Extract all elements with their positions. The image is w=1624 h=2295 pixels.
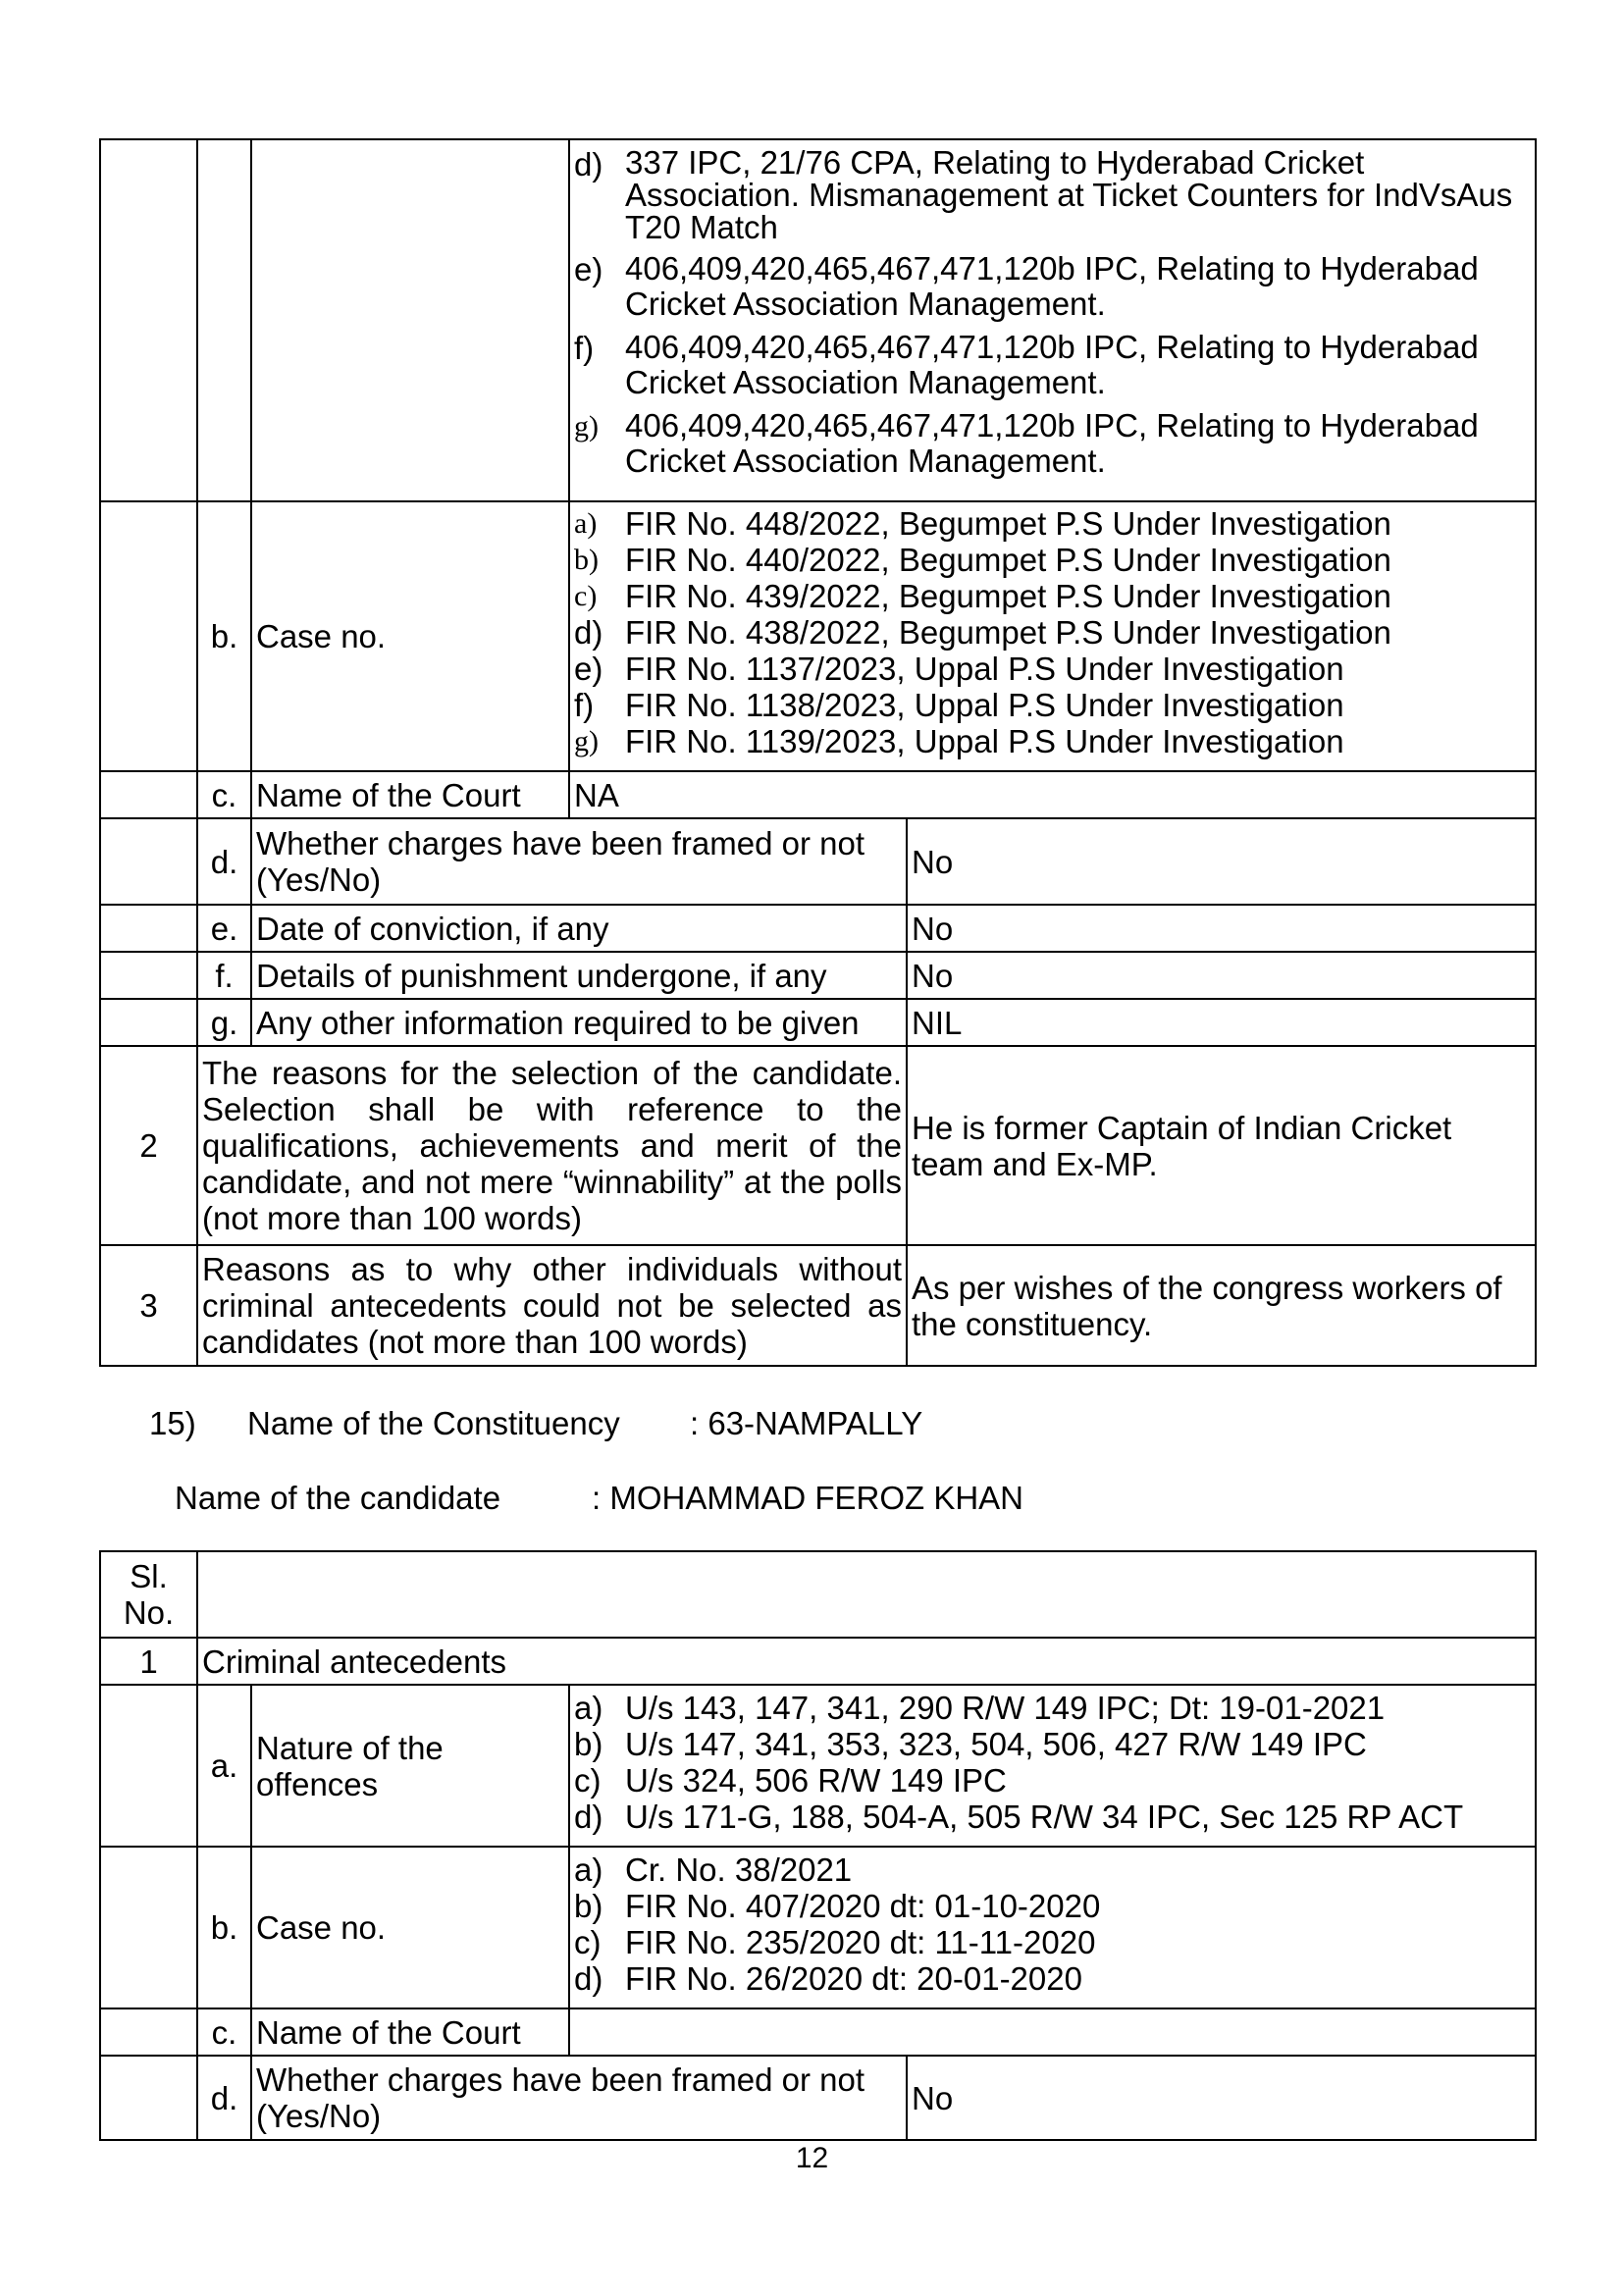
- item-marker: e): [574, 651, 603, 687]
- row-value: No: [907, 905, 1536, 952]
- row-label: Date of conviction, if any: [251, 905, 907, 952]
- case-no-row: [100, 1847, 1536, 2008]
- item-marker: d): [574, 1799, 603, 1835]
- list-item: [574, 687, 1531, 723]
- case-list: [574, 1852, 1531, 1997]
- item-text: 406,409,420,465,467,471,120b IPC, Relating to Hyderabad Cricket Association Management.: [625, 407, 1479, 479]
- section-number: 15): [149, 1405, 196, 1441]
- list-item: [574, 251, 1531, 322]
- nature-row: [100, 1685, 1536, 1847]
- item-text: U/s 147, 341, 353, 323, 504, 506, 427 R/W 149 IPC: [625, 1726, 1367, 1762]
- item-text: 406,409,420,465,467,471,120b IPC, Relating to Hyderabad Cricket Association Management.: [625, 250, 1479, 322]
- header-title: [197, 1551, 1536, 1638]
- row-letter: b.: [197, 501, 251, 771]
- list-item: [574, 1762, 1531, 1799]
- item-text: FIR No. 235/2020 dt: 11-11-2020: [625, 1924, 1096, 1960]
- row-label: Name of the Court: [251, 771, 569, 818]
- list-item: [574, 1960, 1531, 1997]
- charges-row: [100, 2056, 1536, 2140]
- page-number: 12: [795, 2142, 829, 2174]
- list-item: [574, 1888, 1531, 1924]
- row-value: NA: [569, 771, 1536, 818]
- item-text: FIR No. 438/2022, Begumpet P.S Under Investigation: [625, 614, 1391, 651]
- nature-list: [574, 1690, 1531, 1835]
- item-text: U/s 324, 506 R/W 149 IPC: [625, 1762, 1007, 1799]
- row-number: 2: [100, 1046, 197, 1245]
- offences-list: [574, 146, 1531, 479]
- offences-list-cell: [569, 139, 1536, 501]
- row-number: 3: [100, 1245, 197, 1366]
- row-letter: c.: [197, 771, 251, 818]
- antecedents-table-continued: [99, 138, 1537, 1367]
- list-item: [574, 578, 1531, 614]
- criminal-antecedents-row: [100, 1638, 1536, 1685]
- row-letter: b.: [197, 1847, 251, 2008]
- case-no-row: [100, 501, 1536, 771]
- row-value: No: [907, 2056, 1536, 2140]
- item-text: FIR No. 1139/2023, Uppal P.S Under Investigation: [625, 723, 1344, 759]
- case-list-cell: [569, 1847, 1536, 2008]
- row-number: 1: [100, 1638, 197, 1685]
- charges-row: [100, 818, 1536, 905]
- punishment-row: [100, 952, 1536, 999]
- item-marker: c): [574, 1924, 602, 1960]
- list-item: [574, 1924, 1531, 1960]
- row-label: The reasons for the selection of the candidate. Selection shall be with reference to the qualifications, achievements and merit of the candidate, and not mere “winnability” at the polls (not more than 100 words): [197, 1046, 907, 1245]
- constituency-label: Name of the Constituency: [247, 1405, 620, 1441]
- offences-continued-row: [100, 139, 1536, 501]
- list-item: [574, 1690, 1531, 1726]
- item-marker: d): [574, 614, 603, 651]
- list-item: [574, 1726, 1531, 1762]
- others-reason-row: [100, 1245, 1536, 1366]
- item-marker: b): [574, 544, 599, 576]
- item-text: FIR No. 1138/2023, Uppal P.S Under Investigation: [625, 687, 1344, 723]
- list-item: [574, 651, 1531, 687]
- item-text: FIR No. 1137/2023, Uppal P.S Under Investigation: [625, 651, 1344, 687]
- item-text: FIR No. 440/2022, Begumpet P.S Under Investigation: [625, 542, 1391, 578]
- nature-list-cell: [569, 1685, 1536, 1847]
- item-text: 337 IPC, 21/76 CPA, Relating to Hyderabad Cricket Association. Mismanagement at Ticket Counters for IndVsAus T20 Match: [625, 144, 1513, 245]
- selection-reason-row: [100, 1046, 1536, 1245]
- court-row: [100, 2008, 1536, 2056]
- item-marker: c): [574, 580, 598, 612]
- row-value: He is former Captain of Indian Cricket team and Ex-MP.: [907, 1046, 1536, 1245]
- other-info-row: [100, 999, 1536, 1046]
- row-letter: f.: [197, 952, 251, 999]
- row-letter: c.: [197, 2008, 251, 2056]
- list-item: [574, 542, 1531, 578]
- item-text: Cr. No. 38/2021: [625, 1852, 853, 1888]
- row-letter: d.: [197, 2056, 251, 2140]
- row-label: Whether charges have been framed or not (Yes/No): [251, 2056, 907, 2140]
- row-label: Whether charges have been framed or not (Yes/No): [251, 818, 907, 905]
- row-label: Any other information required to be given: [251, 999, 907, 1046]
- candidate-label: Name of the candidate: [175, 1480, 501, 1516]
- item-marker: a): [574, 507, 598, 540]
- item-text: FIR No. 26/2020 dt: 20-01-2020: [625, 1960, 1082, 1997]
- item-marker: b): [574, 1726, 603, 1762]
- item-marker: d): [574, 1960, 603, 1997]
- list-item: [574, 723, 1531, 759]
- item-text: 406,409,420,465,467,471,120b IPC, Relating to Hyderabad Cricket Association Management.: [625, 329, 1479, 400]
- item-text: U/s 143, 147, 341, 290 R/W 149 IPC; Dt: 19-01-2021: [625, 1690, 1386, 1726]
- item-marker: c): [574, 1762, 602, 1799]
- row-value: No: [907, 818, 1536, 905]
- item-marker: d): [574, 146, 603, 183]
- row-value: [569, 2008, 1536, 2056]
- row-label: Reasons as to why other individuals without criminal antecedents could not be selected as candidates (not more than 100 words): [197, 1245, 907, 1366]
- sl-no-header: Sl. No.: [100, 1551, 197, 1638]
- row-label: Name of the Court: [251, 2008, 569, 2056]
- item-text: FIR No. 448/2022, Begumpet P.S Under Investigation: [625, 505, 1391, 542]
- row-label: Case no.: [251, 1847, 569, 2008]
- item-marker: b): [574, 1888, 603, 1924]
- antecedents-table-nampally: [99, 1550, 1537, 2141]
- row-label: Case no.: [251, 501, 569, 771]
- item-marker: g): [574, 725, 599, 757]
- row-label: Details of punishment undergone, if any: [251, 952, 907, 999]
- row-label: Criminal antecedents: [197, 1638, 1536, 1685]
- row-letter: d.: [197, 818, 251, 905]
- list-item: [574, 505, 1531, 542]
- item-marker: f): [574, 687, 595, 723]
- item-marker: a): [574, 1690, 603, 1726]
- row-value: NIL: [907, 999, 1536, 1046]
- item-text: FIR No. 439/2022, Begumpet P.S Under Investigation: [625, 578, 1391, 614]
- row-letter: a.: [197, 1685, 251, 1847]
- row-label: Nature of the offences: [251, 1685, 569, 1847]
- list-item: [574, 408, 1531, 479]
- item-marker: e): [574, 251, 603, 287]
- row-value: No: [907, 952, 1536, 999]
- row-letter: g.: [197, 999, 251, 1046]
- item-text: U/s 171-G, 188, 504-A, 505 R/W 34 IPC, Sec 125 RP ACT: [625, 1799, 1464, 1835]
- row-value: As per wishes of the congress workers of the constituency.: [907, 1245, 1536, 1366]
- constituency-value: : 63-NAMPALLY: [690, 1405, 923, 1441]
- conviction-row: [100, 905, 1536, 952]
- item-marker: a): [574, 1852, 603, 1888]
- list-item: [574, 330, 1531, 400]
- court-row: [100, 771, 1536, 818]
- item-marker: g): [574, 410, 599, 443]
- item-marker: f): [574, 330, 595, 366]
- header-row: [100, 1551, 1536, 1638]
- candidate-value: : MOHAMMAD FEROZ KHAN: [592, 1480, 1024, 1516]
- case-list-cell: [569, 501, 1536, 771]
- list-item: [574, 146, 1531, 243]
- list-item: [574, 1852, 1531, 1888]
- item-text: FIR No. 407/2020 dt: 01-10-2020: [625, 1888, 1101, 1924]
- case-list: [574, 505, 1531, 759]
- row-letter: e.: [197, 905, 251, 952]
- list-item: [574, 1799, 1531, 1835]
- list-item: [574, 614, 1531, 651]
